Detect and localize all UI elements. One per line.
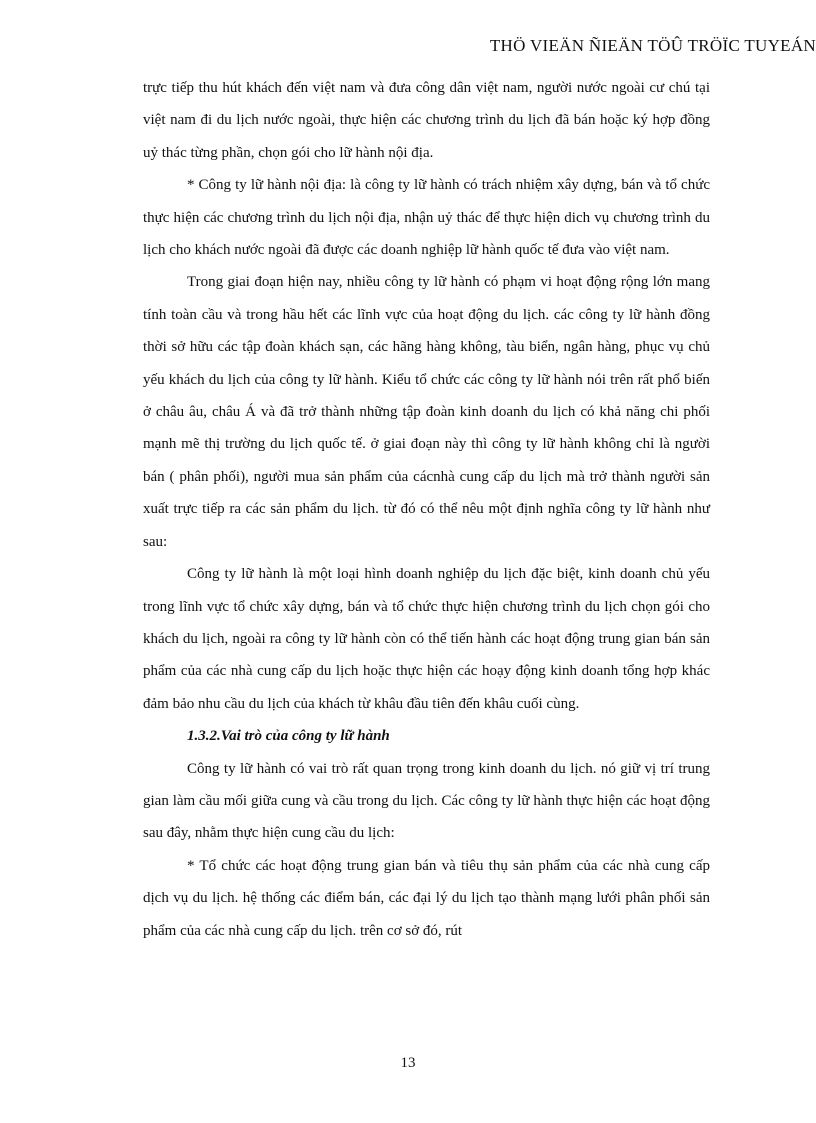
page-header-title: THÖ VIEÄN ÑIEÄN TÖÛ TRÖÏC TUYEÁN — [489, 36, 816, 55]
section-heading: 1.3.2.Vai trò của công ty lữ hành — [187, 728, 390, 745]
document-body — [143, 72, 710, 947]
paragraph-continuation: trực tiếp thu hút khách đến việt nam và đưa công dân việt nam, người nước ngoài cư chú tại việt nam đi du lịch nước ngoài, thực hiện các chương trình du lịch đã bán hoặc ký hợp đồng uỷ thác từng phần, chọn gói cho lữ hành nội địa. — [143, 80, 710, 161]
paragraph-definition: Công ty lữ hành là một loại hình doanh nghiệp du lịch đặc biệt, kinh doanh chủ yếu trong lĩnh vực tổ chức xây dựng, bán và tổ chức thực hiện chương trình du lịch chọn gói cho khách du lịch, ngoài ra công ty lữ hành còn có thể tiến hành các hoạt động trung gian bán sản phẩm của các nhà cung cấp du lịch hoặc thực hiện các hoạy động kinh doanh tổng hợp khác đảm bảo nhu cầu du lịch của khách từ khâu đầu tiên đến khâu cuối cùng. — [143, 566, 710, 712]
paragraph-role-intro: Công ty lữ hành có vai trò rất quan trọng trong kinh doanh du lịch. nó giữ vị trí trung gian làm cầu mối giữa cung và cầu trong du lịch. Các công ty lữ hành thực hiện các hoạt động sau đây, nhằm thực hiện cung cầu du lịch: — [143, 760, 710, 842]
paragraph-domestic-tour-company: * Công ty lữ hành nội địa: là công ty lữ hành có trách nhiệm xây dựng, bán và tổ chức thực hiện các chương trình du lịch nội địa, nhận uỷ thác để thực hiện dich vụ chương trình du lịch cho khách nước ngoài đã được các doanh nghiệp lữ hành quốc tế đưa vào việt nam. — [143, 177, 710, 259]
paragraph-current-period: Trong giai đoạn hiện nay, nhiều công ty lữ hành có phạm vi hoạt động rộng lớn mang tính toàn cầu và trong hầu hết các lĩnh vực của hoạt động du lịch. các công ty lữ hành đồng thời sở hữu các tập đoàn khách sạn, các hãng hàng không, tàu biển, ngân hàng, phục vụ chủ yếu khách du lịch của công ty lữ hành. Kiểu tổ chức các công ty lữ hành nói trên rất phổ biến ở châu âu, châu Á và đã trở thành những tập đoàn kinh doanh du lịch có khả năng chi phối mạnh mẽ thị trường du lịch quốc tế. ở giai đoạn này thì công ty lữ hành không chỉ là người bán ( phân phối), người mua sản phẩm của cácnhà cung cấp du lịch mà trở thành người sản xuất trực tiếp ra các sản phẩm du lịch. từ đó có thể nêu một định nghĩa công ty lữ hành như sau: — [143, 274, 710, 550]
paragraph-role-item: * Tổ chức các hoạt động trung gian bán và tiêu thụ sản phẩm của các nhà cung cấp dịch vụ du lịch. hệ thống các điểm bán, các đại lý du lịch tạo thành mạng lưới phân phối sản phẩm của các nhà cung cấp du lịch. trên cơ sở đó, rút — [143, 857, 710, 939]
page-number: 13 — [400, 1055, 416, 1071]
